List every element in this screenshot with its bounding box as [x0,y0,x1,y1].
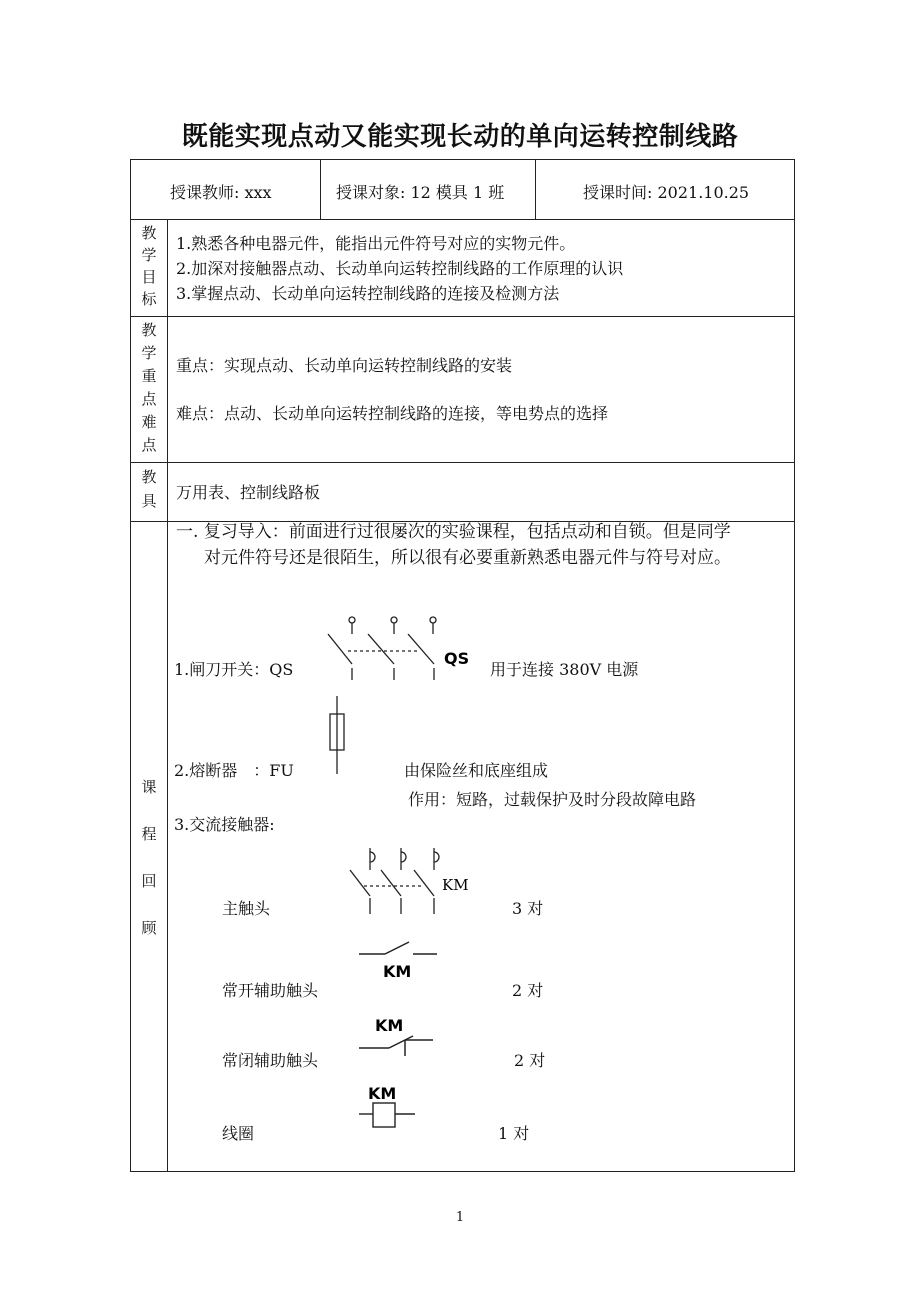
switch-label: 1.闸刀开关：QS [174,660,294,679]
table-border [130,462,795,463]
difficult-point-text: 难点：点动、长动单向运转控制线路的连接，等电势点的选择 [176,404,609,423]
key-point-text: 重点：实现点动、长动单向运转控制线路的安装 [176,356,513,375]
nc-contact-symbol [355,1012,445,1062]
coil-label: 线圈 [222,1124,255,1143]
target-cell: 授课对象: 12 模具 1 班 [336,183,505,202]
page-title: 既能实现点动又能实现长动的单向运转控制线路 [181,122,739,152]
tools-text: 万用表、控制线路板 [176,483,321,502]
contactor-label: 3.交流接触器: [174,815,275,834]
main-contact-km: KM [442,876,469,894]
no-contact-km: KM [383,962,412,981]
main-contact-label: 主触头 [222,899,271,918]
table-border [320,159,321,219]
nc-contact-count: 2 对 [514,1051,546,1070]
intro-text: 对元件符号还是很陌生，所以很有必要重新熟悉电器元件与符号对应。 [204,548,731,568]
no-contact-symbol [355,938,445,982]
table-border [130,219,795,220]
review-label: 课 程 回 顾 [141,778,157,937]
switch-symbol-label: QS [444,649,470,668]
coil-count: 1 对 [498,1124,530,1143]
goal-item: 3.掌握点动、长动单向运转控制线路的连接及检测方法 [176,284,560,303]
page-number: 1 [455,1210,465,1225]
table-border [130,1171,795,1172]
fuse-label: 2.熔断器 ：FU [174,761,294,780]
coil-symbol [355,1082,425,1134]
table-border [130,159,795,160]
key-points-label: 教 学 重 点 难 点 [141,321,157,454]
time-cell: 授课时间: 2021.10.25 [583,183,750,202]
nc-contact-km: KM [375,1016,404,1035]
teacher-cell: 授课教师: xxx [170,183,272,202]
table-border [794,159,795,1172]
table-border [167,219,168,1172]
table-border [130,159,131,1172]
goal-item: 2.加深对接触器点动、长动单向运转控制线路的工作原理的认识 [176,259,624,278]
fuse-function: 作用：短路，过载保护及时分段故障电路 [408,790,697,809]
fuse-symbol [326,696,350,776]
tools-label: 教 具 [141,468,157,510]
goals-label: 教 学 目 标 [141,224,157,308]
no-contact-count: 2 对 [512,981,544,1000]
coil-km: KM [368,1084,397,1103]
goal-item: 1.熟悉各种电器元件，能指出元件符号对应的实物元件。 [176,234,576,253]
no-contact-label: 常开辅助触头 [222,981,319,1000]
intro-text: 一. 复习导入：前面进行过很屡次的实验课程，包括点动和自锁。但是同学 [176,522,731,542]
table-border [130,316,795,317]
switch-desc: 用于连接 380V 电源 [490,660,639,679]
fuse-desc: 由保险丝和底座组成 [404,761,549,780]
main-contact-count: 3 对 [512,899,544,918]
table-border [535,159,536,219]
knife-switch-symbol [320,612,480,684]
nc-contact-label: 常闭辅助触头 [222,1051,319,1070]
main-contact-symbol [344,844,474,916]
